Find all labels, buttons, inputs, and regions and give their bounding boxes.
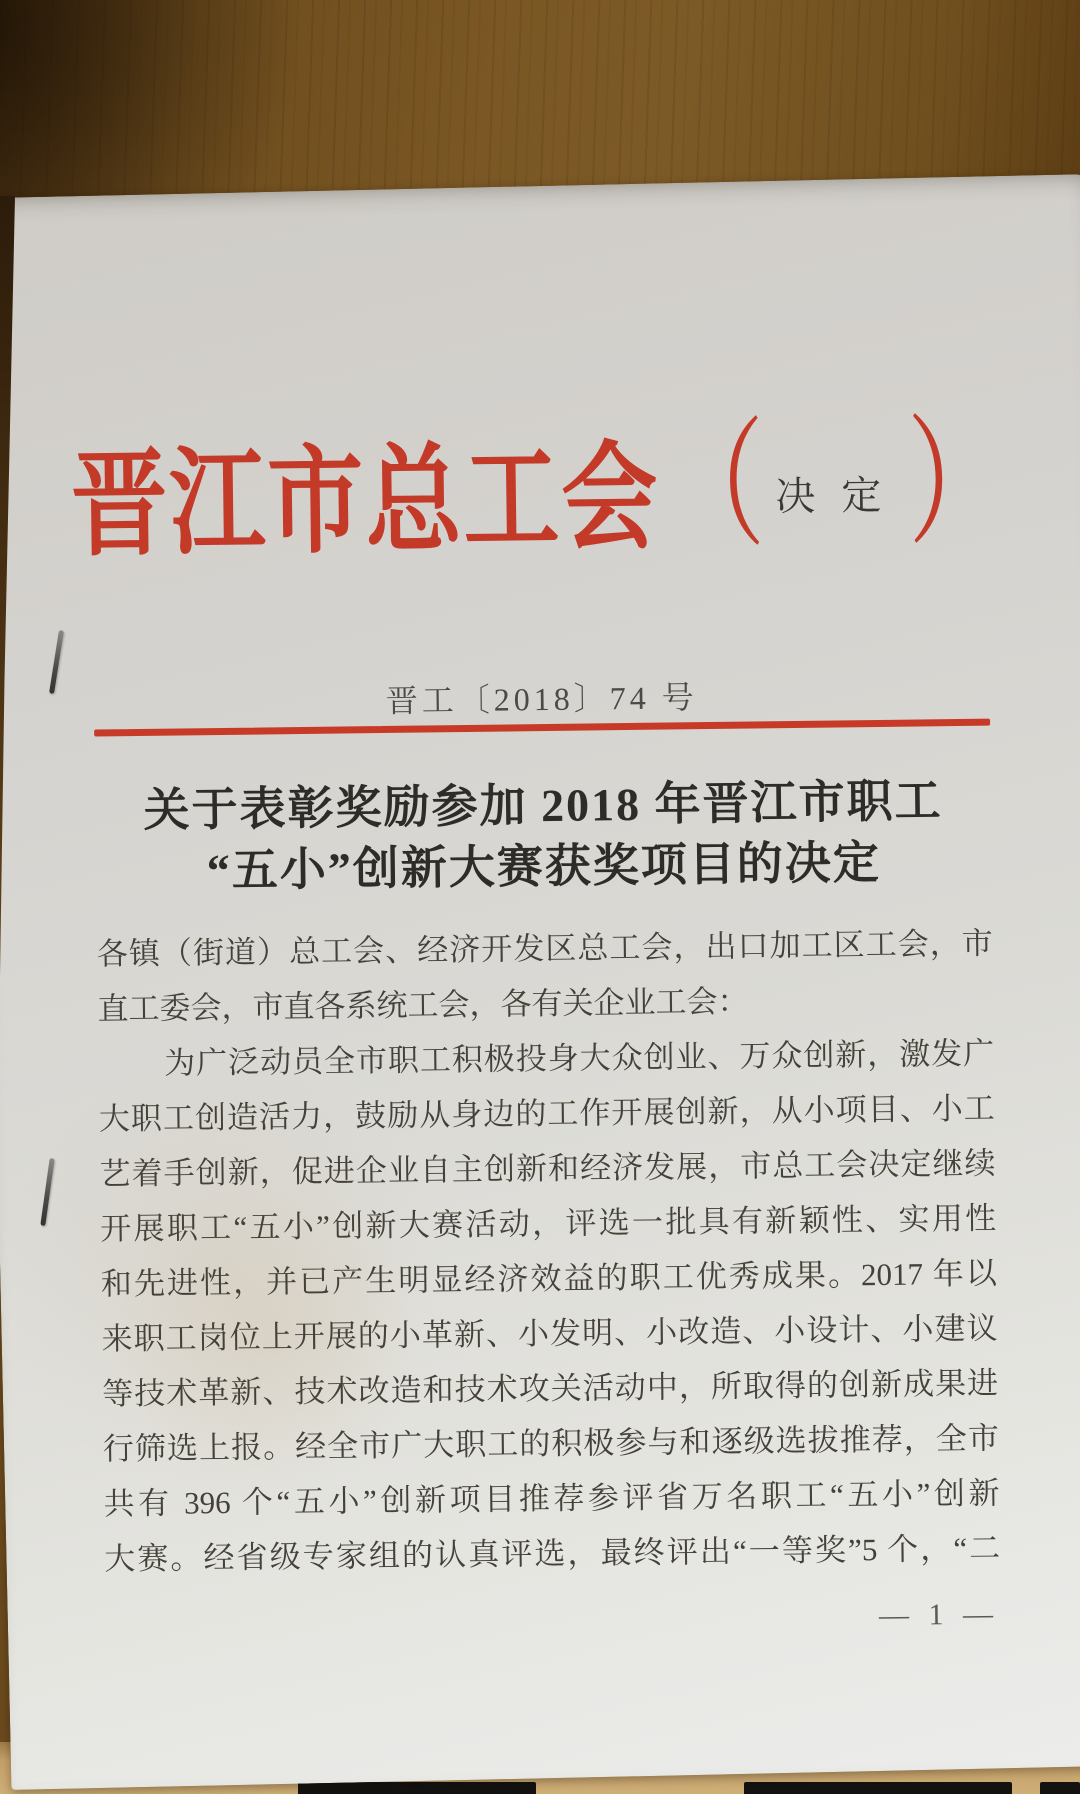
body-paragraph-line: 大职工创造活力，鼓励从身边的工作开展创新，从小项目、小工 bbox=[98, 1090, 996, 1137]
body-paragraph-line: 为广泛动员全市职工积极投身大众创业、万众创新，激发广 bbox=[163, 1035, 995, 1081]
doc-title-line-1: 关于表彰奖励参加 2018 年晋江市职工 bbox=[143, 775, 943, 836]
shadow-object bbox=[744, 1782, 1012, 1794]
body-paragraph-line: 大赛。经省级专家组的认真评选，最终评出“一等奖”5 个，“二 bbox=[104, 1530, 1001, 1577]
letterhead bbox=[70, 405, 1008, 570]
body-paragraph-line: 艺着手创新，促进企业自主创新和经济发展，市总工会决定继续 bbox=[99, 1145, 996, 1192]
body-paragraph-line: 开展职工“五小”创新大赛活动，评选一批具有新颖性、实用性 bbox=[100, 1200, 997, 1247]
doc-type-label: 决定 bbox=[775, 472, 908, 519]
salutation-line: 直工委会，市直各系统工会，各有关企业工会： bbox=[97, 983, 749, 1027]
body-paragraph-line: 行筛选上报。经全市广大职工的积极参与和逐级选拔推荐，全市 bbox=[102, 1420, 1000, 1467]
body-paragraph-line: 等技术革新、技术改造和技术攻关活动中，所取得的创新成果进 bbox=[102, 1365, 999, 1412]
paren-open: （ bbox=[664, 408, 766, 565]
shadow-object bbox=[1040, 1782, 1080, 1794]
issuing-org-title: 晋江市总工会 bbox=[70, 432, 661, 570]
paper-sheet bbox=[0, 174, 1080, 1790]
paper-content bbox=[0, 179, 1080, 1784]
body-paragraph-line: 和先进性，并已产生明显经济效益的职工优秀成果。2017 年以 bbox=[100, 1255, 998, 1302]
shadow-object bbox=[298, 1782, 536, 1794]
doc-title-line-2: “五小”创新大赛获奖项目的决定 bbox=[206, 836, 882, 897]
body-paragraph-line: 来职工岗位上开展的小革新、小发明、小改造、小设计、小建议 bbox=[101, 1310, 998, 1357]
page-number: — 1 — bbox=[878, 1597, 1000, 1633]
doc-type-parenthetical bbox=[664, 405, 1008, 565]
doc-body bbox=[97, 916, 1001, 1587]
body-paragraph-line: 共有 396 个“五小”创新项目推荐参评省万名职工“五小”创新 bbox=[103, 1475, 1000, 1522]
salutation-line: 各镇（街道）总工会、经济开发区总工会，出口加工区工会，市 bbox=[96, 925, 994, 972]
doc-title bbox=[95, 770, 992, 903]
paren-close: ） bbox=[906, 405, 1008, 562]
doc-number: 晋工〔2018〕74 号 bbox=[385, 679, 698, 719]
